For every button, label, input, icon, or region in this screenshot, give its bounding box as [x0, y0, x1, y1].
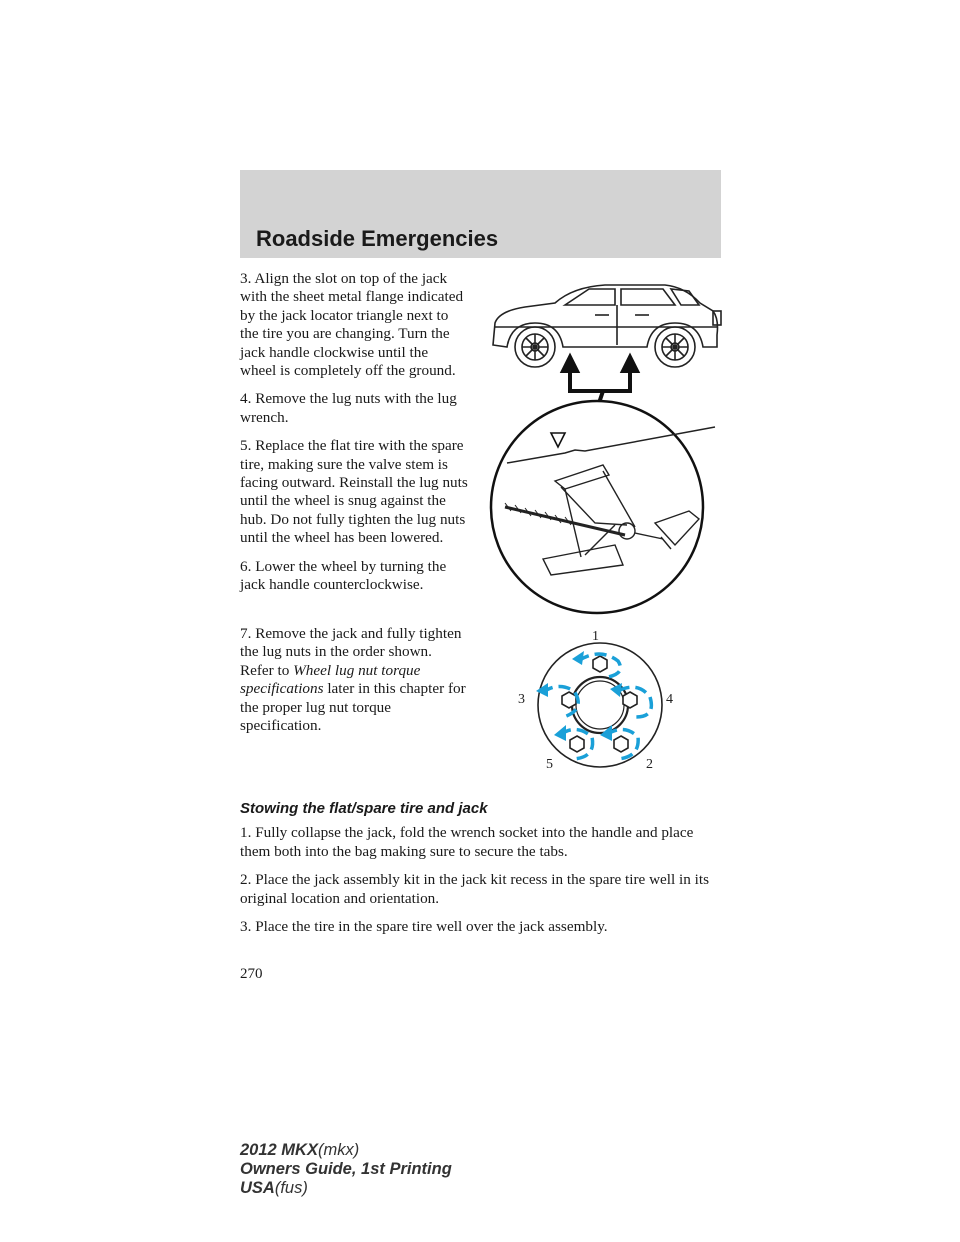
lug-label-2: 2 — [646, 757, 653, 772]
step-7-text: 7. Remove the jack and fully tighten the lug nuts in the order shown. Refer to — [240, 625, 462, 679]
document-footer — [240, 1141, 452, 1198]
jack-position-illustration — [485, 275, 725, 640]
step-7 — [240, 625, 468, 735]
stowing-step-2: 2. Place the jack assembly kit in the jack kit recess in the spare tire well in its original location and orientation. — [240, 871, 709, 907]
lug-label-3: 3 — [518, 692, 525, 707]
lug-nut-2-icon — [614, 736, 628, 752]
stowing-step-1: 1. Fully collapse the jack, fold the wrench socket into the handle and place them both into the bag making sure to secure the tabs. — [240, 824, 694, 860]
footer-edition: Owners Guide, 1st Printing — [240, 1160, 452, 1178]
step-6: 6. Lower the wheel by turning the jack handle counterclockwise. — [240, 557, 447, 594]
section-title: Roadside Emergencies — [256, 226, 499, 251]
lug-nut-1-icon — [593, 656, 607, 672]
page-number: 270 — [240, 966, 263, 982]
lug-label-5: 5 — [546, 757, 553, 772]
torque-spec-reference: Wheel lug nut torque specifications — [240, 661, 421, 698]
step-4: 4. Remove the lug nuts with the lug wrench. — [240, 390, 457, 426]
step-7-block — [240, 625, 468, 745]
footer-market: USA — [240, 1179, 275, 1197]
step-3: 3. Align the slot on top of the jack with the sheet metal flange indicated by the jack locator triangle next to the tire you are changing. Turn the jack handle clockwise until the wheel is completely off the ground. — [240, 270, 464, 380]
jack-detail-circle-icon — [491, 401, 715, 613]
suv-side-view-icon — [493, 285, 721, 367]
jack-steps-column — [240, 270, 468, 605]
step-7-text-end: later in this chapter for the proper lug nut torque specification. — [240, 680, 466, 735]
lug-nut-order-diagram — [510, 625, 685, 775]
lug-nut-3-icon — [562, 692, 576, 708]
stowing-heading: Stowing the flat/spare tire and jack — [240, 800, 488, 817]
lug-nut-4-icon — [623, 692, 637, 708]
footer-market-code: (fus) — [274, 1179, 308, 1197]
stowing-section — [240, 800, 725, 946]
lug-label-1: 1 — [592, 629, 599, 644]
section-header-band — [240, 170, 721, 258]
stowing-step-3: 3. Place the tire in the spare tire well over the jack assembly. — [240, 918, 608, 936]
lug-label-4: 4 — [666, 692, 673, 707]
lug-nut-5-icon — [570, 736, 584, 752]
step-5: 5. Replace the flat tire with the spare tire, making sure the valve stem is facing outward. Reinstall the lug nuts until the wheel is snug against the hub. Do not fully tighten the lug nuts until the wheel has been lowered. — [240, 437, 468, 547]
footer-model: 2012 MKX — [240, 1141, 318, 1159]
footer-model-code: (mkx) — [317, 1141, 360, 1159]
